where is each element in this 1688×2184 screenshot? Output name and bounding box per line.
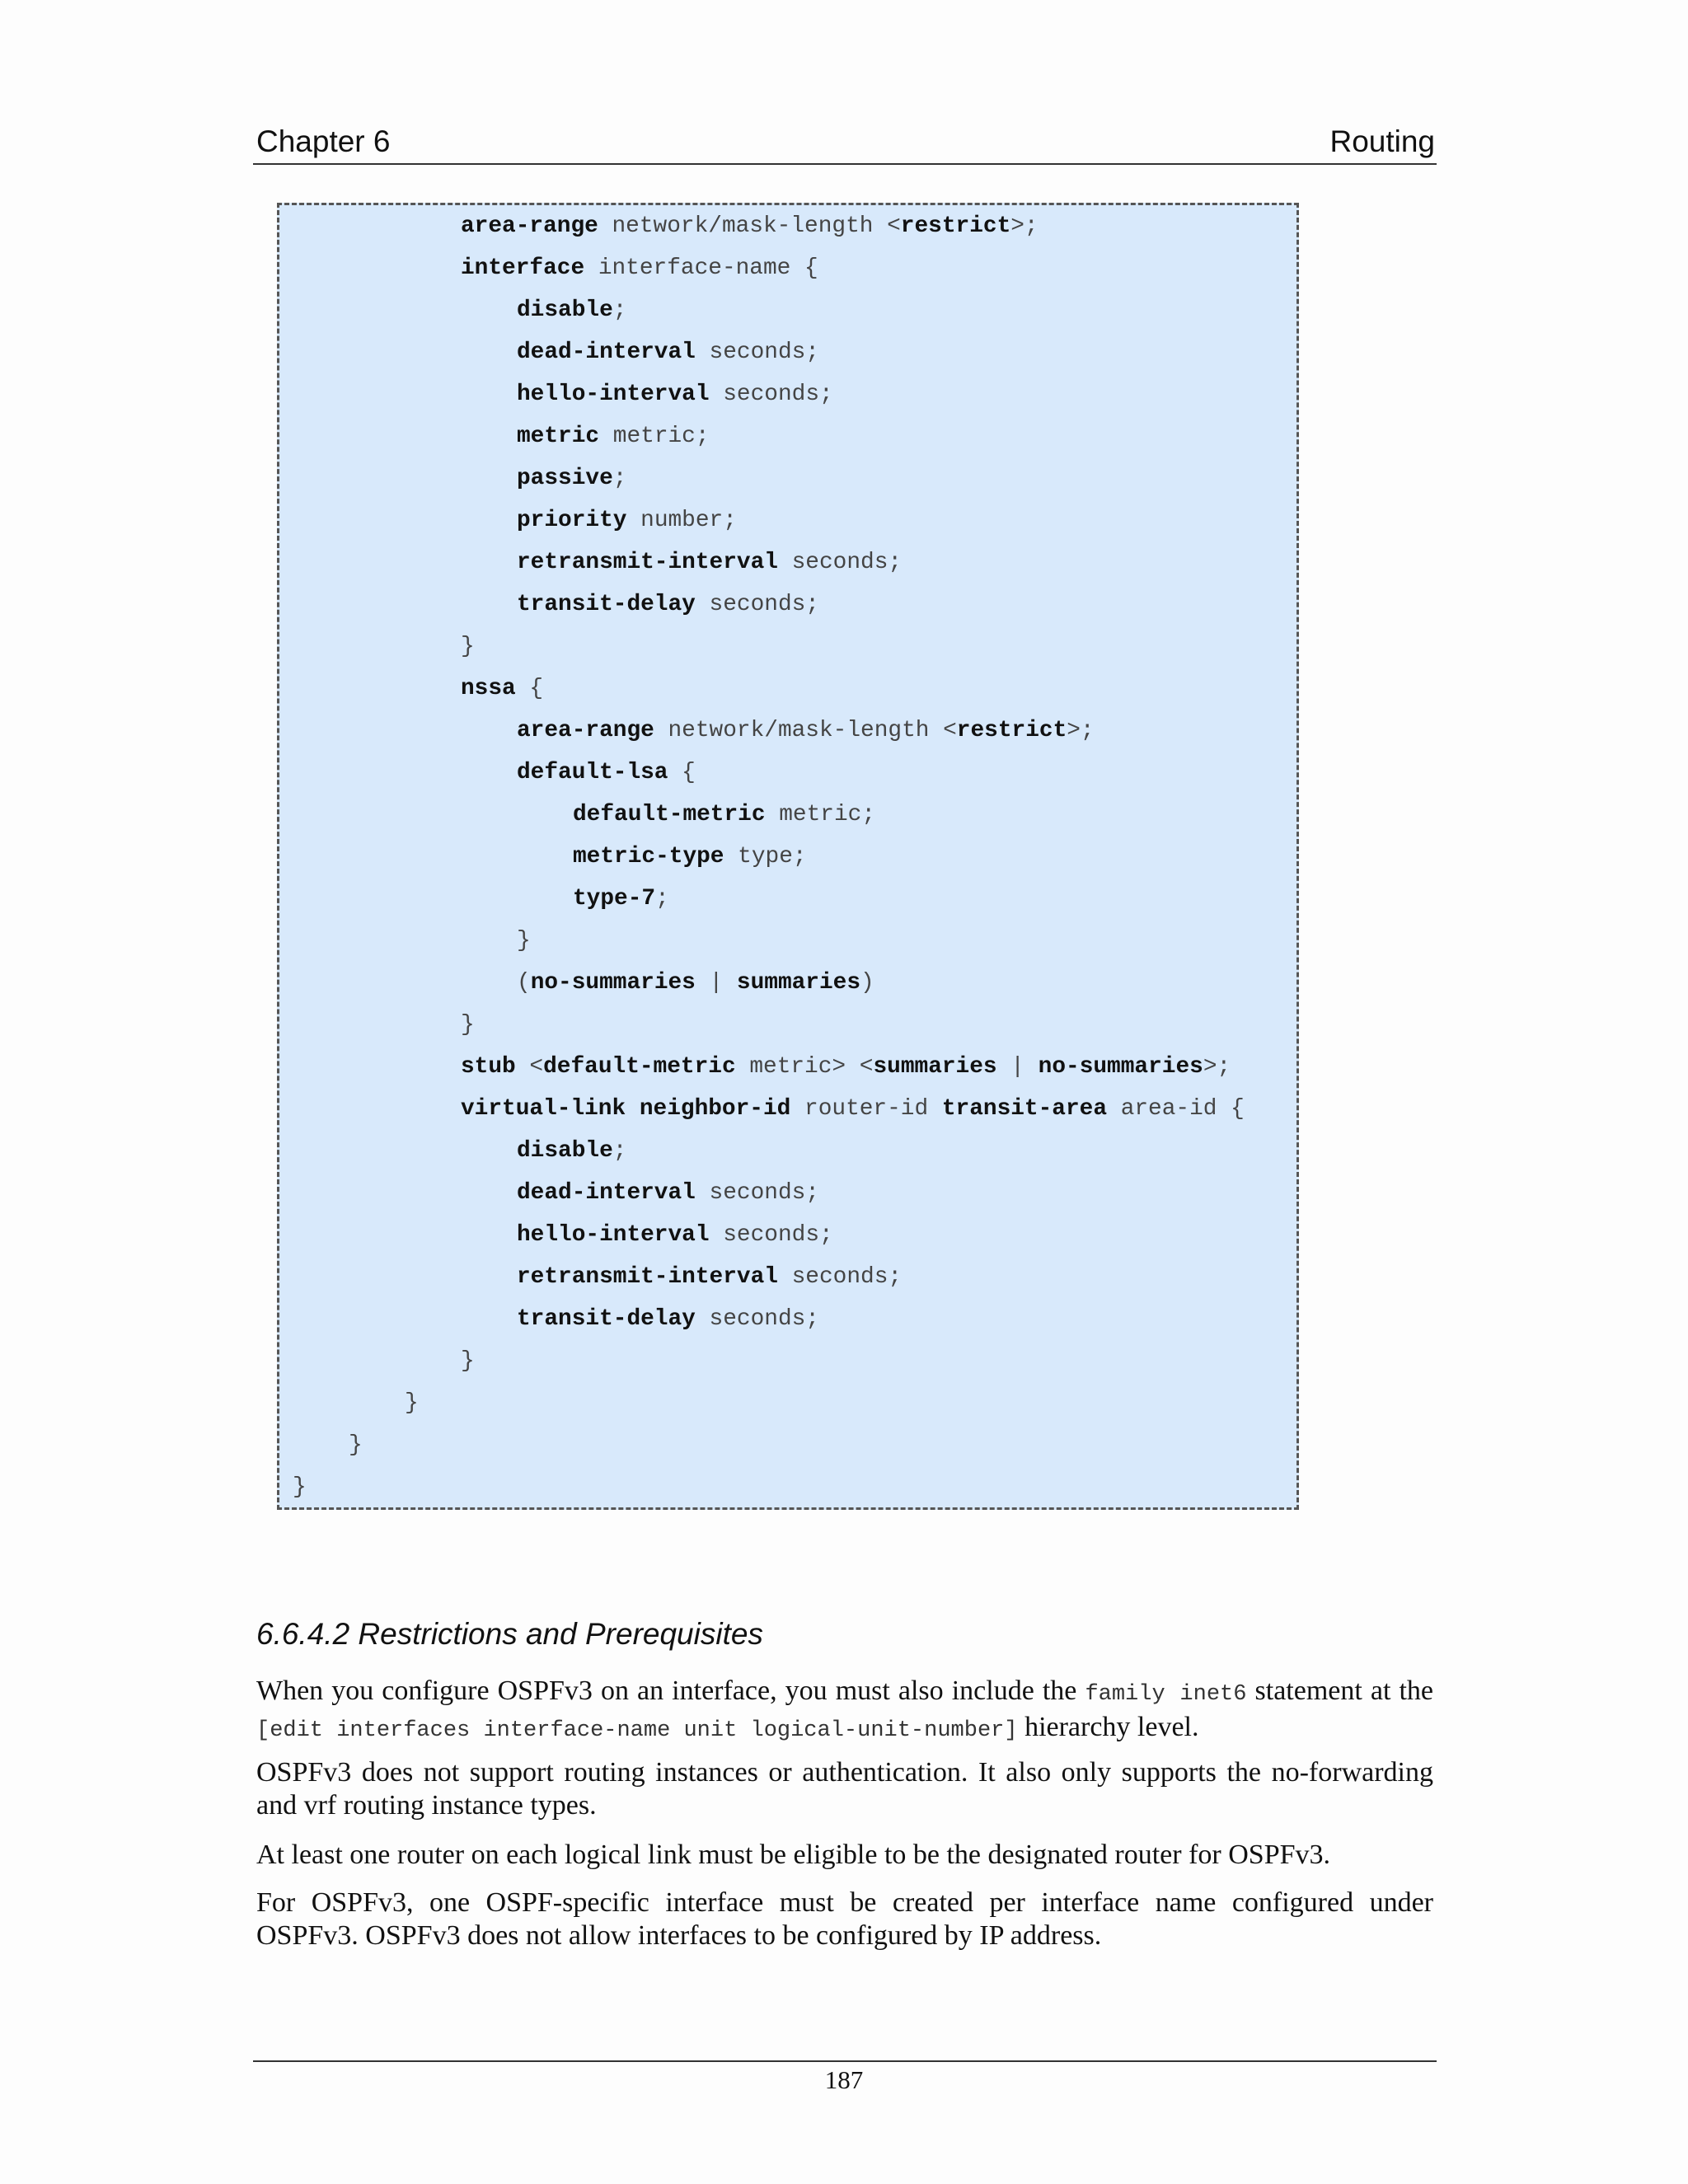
paragraph: For OSPFv3, one OSPF-specific interface must be created per interface name configured under OSPFv3. OSPFv3 does not allow interfaces to be configured by IP address. — [256, 1887, 1433, 1951]
code-line: } — [461, 1348, 475, 1374]
code-line: type-7; — [573, 886, 669, 912]
code-line: area-range network/mask-length <restrict>; — [517, 718, 1095, 743]
code-line: metric metric; — [517, 424, 710, 449]
code-line: } — [461, 1012, 475, 1038]
page-header — [253, 120, 1437, 165]
inline-code: [edit interfaces interface-name unit logical-unit-number] — [256, 1718, 1018, 1743]
code-block — [277, 203, 1299, 1510]
code-line: retransmit-interval seconds; — [517, 1264, 903, 1290]
paragraph: At least one router on each logical link must be eligible to be the designated router for OSPFv3. — [256, 1840, 1331, 1870]
code-line: metric-type type; — [573, 844, 807, 869]
code-line: } — [293, 1474, 307, 1500]
code-line: disable; — [517, 298, 627, 323]
code-line: } — [349, 1432, 363, 1458]
code-line: } — [461, 634, 475, 659]
code-line: transit-delay seconds; — [517, 592, 819, 617]
code-line: passive; — [517, 466, 627, 491]
code-line: } — [517, 928, 531, 954]
code-line: stub <default-metric metric> <summaries | no-summaries>; — [461, 1054, 1231, 1080]
paragraph: When you configure OSPFv3 on an interface, you must also include the family inet6 statement at the [edit interfaces interface-name unit logical-unit-number] hierarchy level. — [256, 1675, 1433, 1743]
code-line: disable; — [517, 1138, 627, 1164]
footer-rule — [253, 2060, 1437, 2062]
code-line: dead-interval seconds; — [517, 340, 819, 365]
code-line: area-range network/mask-length <restrict>; — [461, 213, 1039, 239]
chapter-title: Routing — [1329, 124, 1435, 158]
code-line: hello-interval seconds; — [517, 1222, 833, 1248]
code-line: nssa { — [461, 676, 544, 701]
chapter-label: Chapter 6 — [256, 124, 391, 158]
code-line: hello-interval seconds; — [517, 382, 833, 407]
code-line: virtual-link neighbor-id router-id transit-area area-id { — [461, 1096, 1245, 1122]
code-line: default-lsa { — [517, 760, 696, 785]
page-number: 187 — [824, 2065, 864, 2094]
code-line: retransmit-interval seconds; — [517, 550, 903, 575]
code-line: interface interface-name { — [461, 255, 818, 281]
section-heading: 6.6.4.2 Restrictions and Prerequisites — [256, 1617, 763, 1651]
code-line: } — [405, 1390, 419, 1416]
code-line: priority number; — [517, 508, 737, 533]
code-line: default-metric metric; — [573, 802, 875, 827]
inline-code: family inet6 — [1085, 1682, 1247, 1707]
code-line: dead-interval seconds; — [517, 1180, 819, 1206]
code-line: transit-delay seconds; — [517, 1306, 819, 1332]
code-line: (no-summaries | summaries) — [517, 970, 874, 996]
paragraph: OSPFv3 does not support routing instances or authentication. It also only supports the no-forwarding and vrf routing instance types. — [256, 1757, 1433, 1821]
